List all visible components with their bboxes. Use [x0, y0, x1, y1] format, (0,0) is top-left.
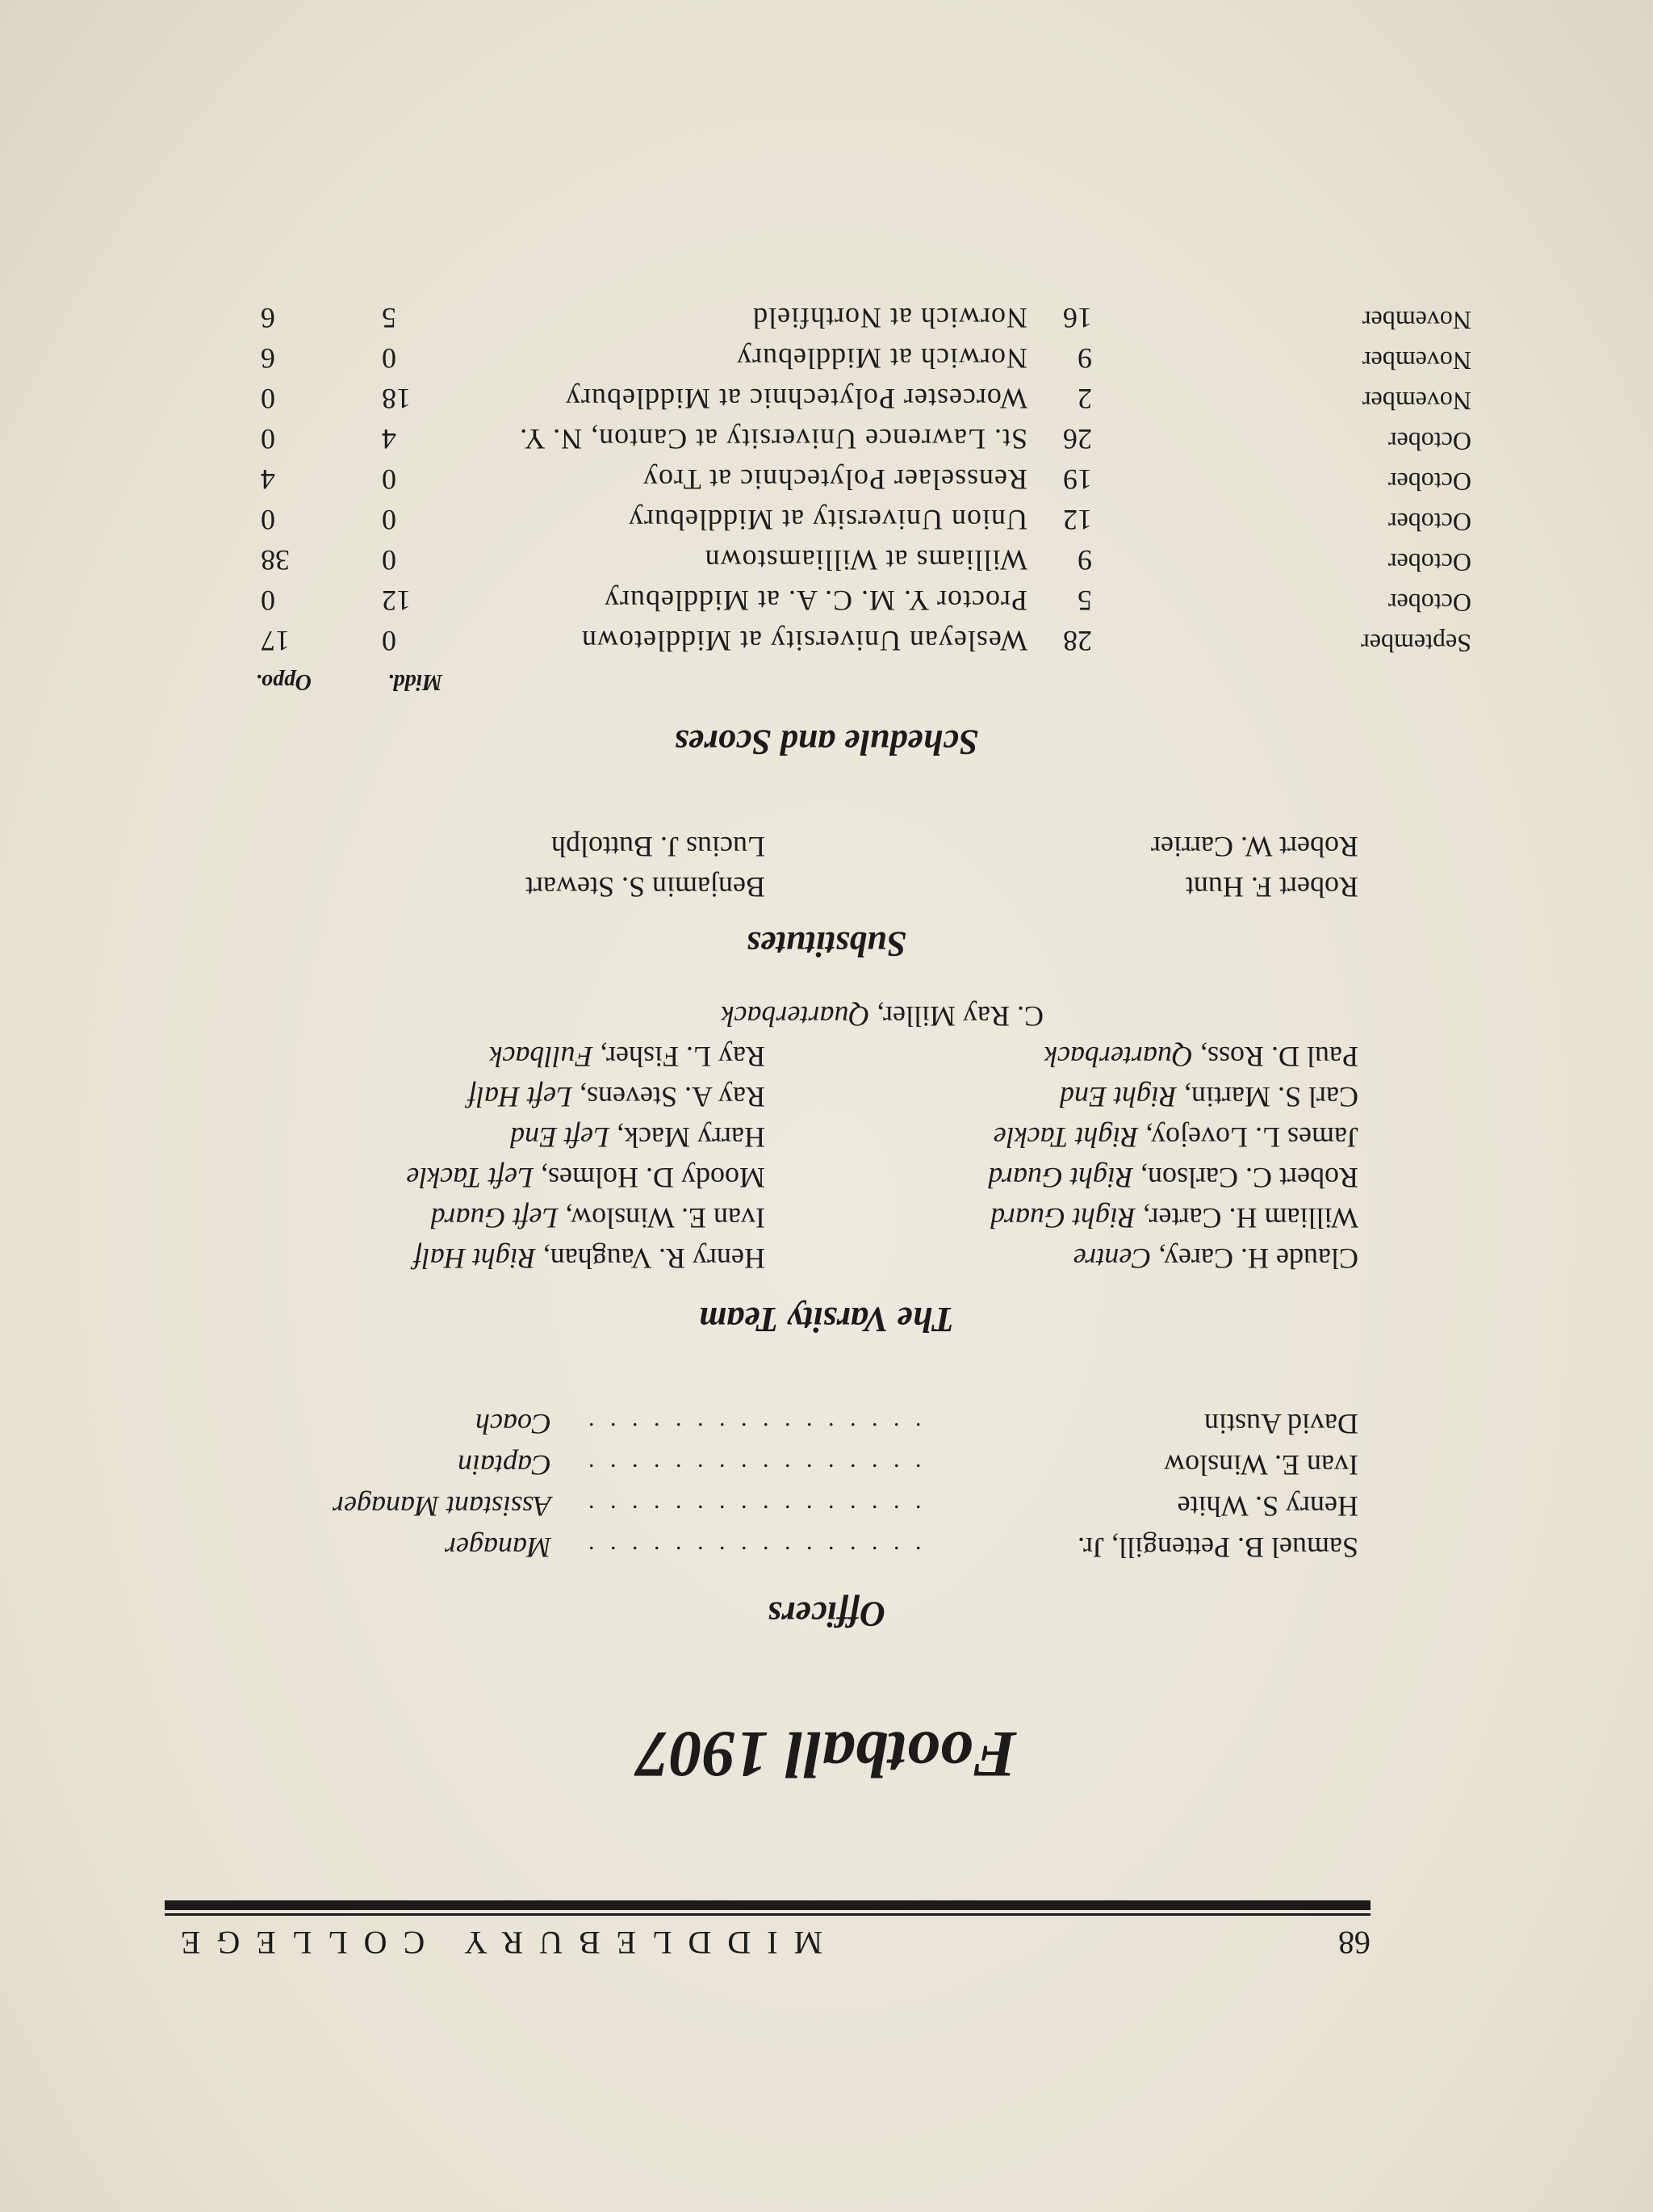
score-midd: 5 — [382, 302, 396, 334]
varsity-player — [490, 1040, 766, 1074]
player-position: Centre — [1073, 1242, 1152, 1275]
game-opponent: Norwich at Middlebury — [736, 342, 1027, 375]
varsity-player — [414, 1242, 765, 1276]
column-header-oppo: Oppo. — [255, 669, 312, 694]
player-name: Claude H. Carey, — [1158, 1242, 1358, 1275]
game-month: November — [1362, 306, 1471, 335]
schedule-row — [196, 456, 1471, 496]
officer-leader-dots: . . . . . . . . . . . . . . . . — [584, 1500, 922, 1527]
score-opp: 6 — [261, 302, 275, 334]
varsity-heading: The Varsity Team — [698, 1300, 955, 1339]
game-month: October — [1387, 467, 1471, 496]
varsity-player — [721, 999, 1044, 1033]
player-position: Right Guard — [990, 1202, 1136, 1234]
officer-leader-dots: . . . . . . . . . . . . . . . . — [584, 1459, 922, 1485]
game-day: 19 — [1063, 463, 1092, 496]
game-day: 2 — [1078, 383, 1092, 415]
player-position: Right End — [1060, 1081, 1178, 1113]
officer-leader-dots: . . . . . . . . . . . . . . . . — [584, 1418, 922, 1444]
score-opp: 38 — [261, 544, 290, 576]
schedule-row — [196, 375, 1471, 416]
officer-role: Manager — [445, 1531, 551, 1564]
game-day: 9 — [1078, 544, 1092, 576]
officer-row — [285, 1483, 1358, 1527]
player-name: James L. Lovejoy, — [1145, 1121, 1358, 1154]
officers-heading: Officers — [768, 1594, 885, 1634]
player-name: Ivan E. Winslow, — [565, 1202, 765, 1234]
officer-role: Captain — [457, 1449, 551, 1481]
game-day: 5 — [1078, 584, 1092, 617]
game-opponent: Worcester Polytechnic at Middlebury — [565, 383, 1027, 415]
player-position: Quarterback — [721, 1000, 870, 1033]
substitute-name: Lucius J. Buttolph — [550, 831, 765, 863]
player-position: Left Guard — [430, 1202, 559, 1234]
score-opp: 17 — [261, 625, 290, 657]
varsity-player — [1060, 1080, 1358, 1114]
game-day: 9 — [1078, 342, 1092, 375]
score-midd: 0 — [382, 625, 396, 657]
substitute-name: Robert F. Hunt — [1185, 871, 1358, 903]
player-name: Robert C. Carlson, — [1140, 1162, 1358, 1194]
game-month: October — [1387, 427, 1471, 456]
score-midd: 4 — [382, 423, 396, 455]
game-month: September — [1361, 629, 1471, 658]
score-midd: 0 — [382, 504, 396, 536]
varsity-player — [406, 1161, 765, 1195]
game-opponent: Williams at Williamstown — [704, 544, 1027, 576]
player-position: Left End — [510, 1121, 610, 1154]
officer-name: David Austin — [1203, 1408, 1358, 1440]
player-name: Ray A. Stevens, — [580, 1081, 765, 1113]
game-day: 28 — [1063, 625, 1092, 657]
officer-row — [285, 1442, 1358, 1485]
officer-name: Samuel B. Pettengill, Jr. — [1078, 1531, 1358, 1564]
game-opponent: St. Lawrence University at Canton, N. Y. — [519, 423, 1027, 455]
game-day: 16 — [1063, 302, 1092, 334]
player-name: Moody D. Holmes, — [541, 1162, 765, 1194]
schedule-row — [196, 537, 1471, 577]
player-position: Right Tackle — [993, 1121, 1139, 1154]
score-midd: 18 — [382, 383, 411, 415]
page-number: 68 — [1338, 1925, 1371, 1961]
game-day: 26 — [1063, 423, 1092, 455]
game-opponent: Wesleyan University at Middletown — [581, 625, 1027, 657]
game-month: October — [1387, 548, 1471, 577]
varsity-player — [510, 1121, 765, 1154]
score-opp: 0 — [261, 504, 275, 536]
schedule-row — [196, 577, 1471, 618]
running-header — [165, 1913, 1371, 1962]
score-opp: 4 — [261, 463, 275, 496]
score-midd: 12 — [382, 584, 411, 617]
player-name: Paul D. Ross, — [1199, 1041, 1358, 1073]
game-opponent: Norwich at Northfield — [752, 302, 1027, 334]
running-title: MIDDLEBURY COLLEGE — [165, 1925, 823, 1961]
score-opp: 6 — [261, 342, 275, 375]
schedule-row — [196, 416, 1471, 456]
varsity-player — [988, 1161, 1358, 1195]
varsity-player — [994, 1121, 1358, 1154]
score-opp: 0 — [261, 383, 275, 415]
schedule-row — [196, 295, 1471, 335]
varsity-player — [990, 1201, 1358, 1235]
schedule-heading: Schedule and Scores — [674, 723, 979, 762]
player-name: William H. Carter, — [1142, 1202, 1358, 1234]
officer-name: Ivan E. Winslow — [1164, 1449, 1358, 1481]
varsity-player — [431, 1201, 765, 1235]
player-position: Right Guard — [988, 1162, 1134, 1194]
game-opponent: Rensselaer Polytechnic at Troy — [642, 463, 1027, 496]
score-midd: 0 — [382, 342, 396, 375]
player-name: Ray L. Fisher, — [600, 1041, 765, 1073]
officer-role: Assistant Manager — [332, 1490, 551, 1523]
substitute-name: Robert W. Carrier — [1151, 831, 1358, 863]
schedule-row — [196, 618, 1471, 658]
varsity-player — [1073, 1242, 1358, 1276]
score-midd: 0 — [382, 544, 396, 576]
player-position: Left Tackle — [406, 1162, 534, 1194]
varsity-player — [468, 1080, 765, 1114]
score-opp: 0 — [261, 423, 275, 455]
column-header-midd: Midd. — [387, 669, 442, 694]
varsity-player — [1044, 1040, 1358, 1074]
substitutes-heading: Substitutes — [746, 924, 907, 964]
player-name: Harry Mack, — [617, 1121, 765, 1154]
header-rule-thin — [165, 1913, 1371, 1916]
game-day: 12 — [1063, 504, 1092, 536]
game-month: November — [1362, 387, 1471, 416]
page-title: Football 1907 — [636, 1718, 1017, 1791]
game-month: November — [1362, 346, 1471, 375]
schedule-row — [196, 335, 1471, 375]
player-position: Left Half — [467, 1081, 572, 1113]
score-midd: 0 — [382, 463, 396, 496]
player-position: Right Half — [413, 1242, 536, 1275]
game-month: October — [1387, 508, 1471, 537]
game-opponent: Proctor Y. M. C. A. at Middlebury — [604, 584, 1027, 617]
player-position: Quarterback — [1044, 1041, 1193, 1073]
game-opponent: Union University at Middlebury — [628, 504, 1027, 536]
officer-name: Henry S. White — [1177, 1490, 1358, 1523]
header-rule-thick — [165, 1900, 1371, 1910]
player-name: C. Ray Miller, — [877, 1000, 1044, 1033]
game-month: October — [1387, 589, 1471, 618]
officer-leader-dots: . . . . . . . . . . . . . . . . — [584, 1541, 922, 1568]
player-name: Henry R. Vaughan, — [542, 1242, 765, 1275]
schedule-row — [196, 496, 1471, 537]
officer-role: Coach — [475, 1408, 551, 1440]
officer-row — [285, 1401, 1358, 1444]
substitute-name: Benjamin S. Stewart — [525, 871, 765, 903]
player-position: Fullback — [489, 1041, 593, 1073]
player-name: Carl S. Martin, — [1184, 1081, 1358, 1113]
score-opp: 0 — [261, 584, 275, 617]
officer-row — [285, 1524, 1358, 1568]
